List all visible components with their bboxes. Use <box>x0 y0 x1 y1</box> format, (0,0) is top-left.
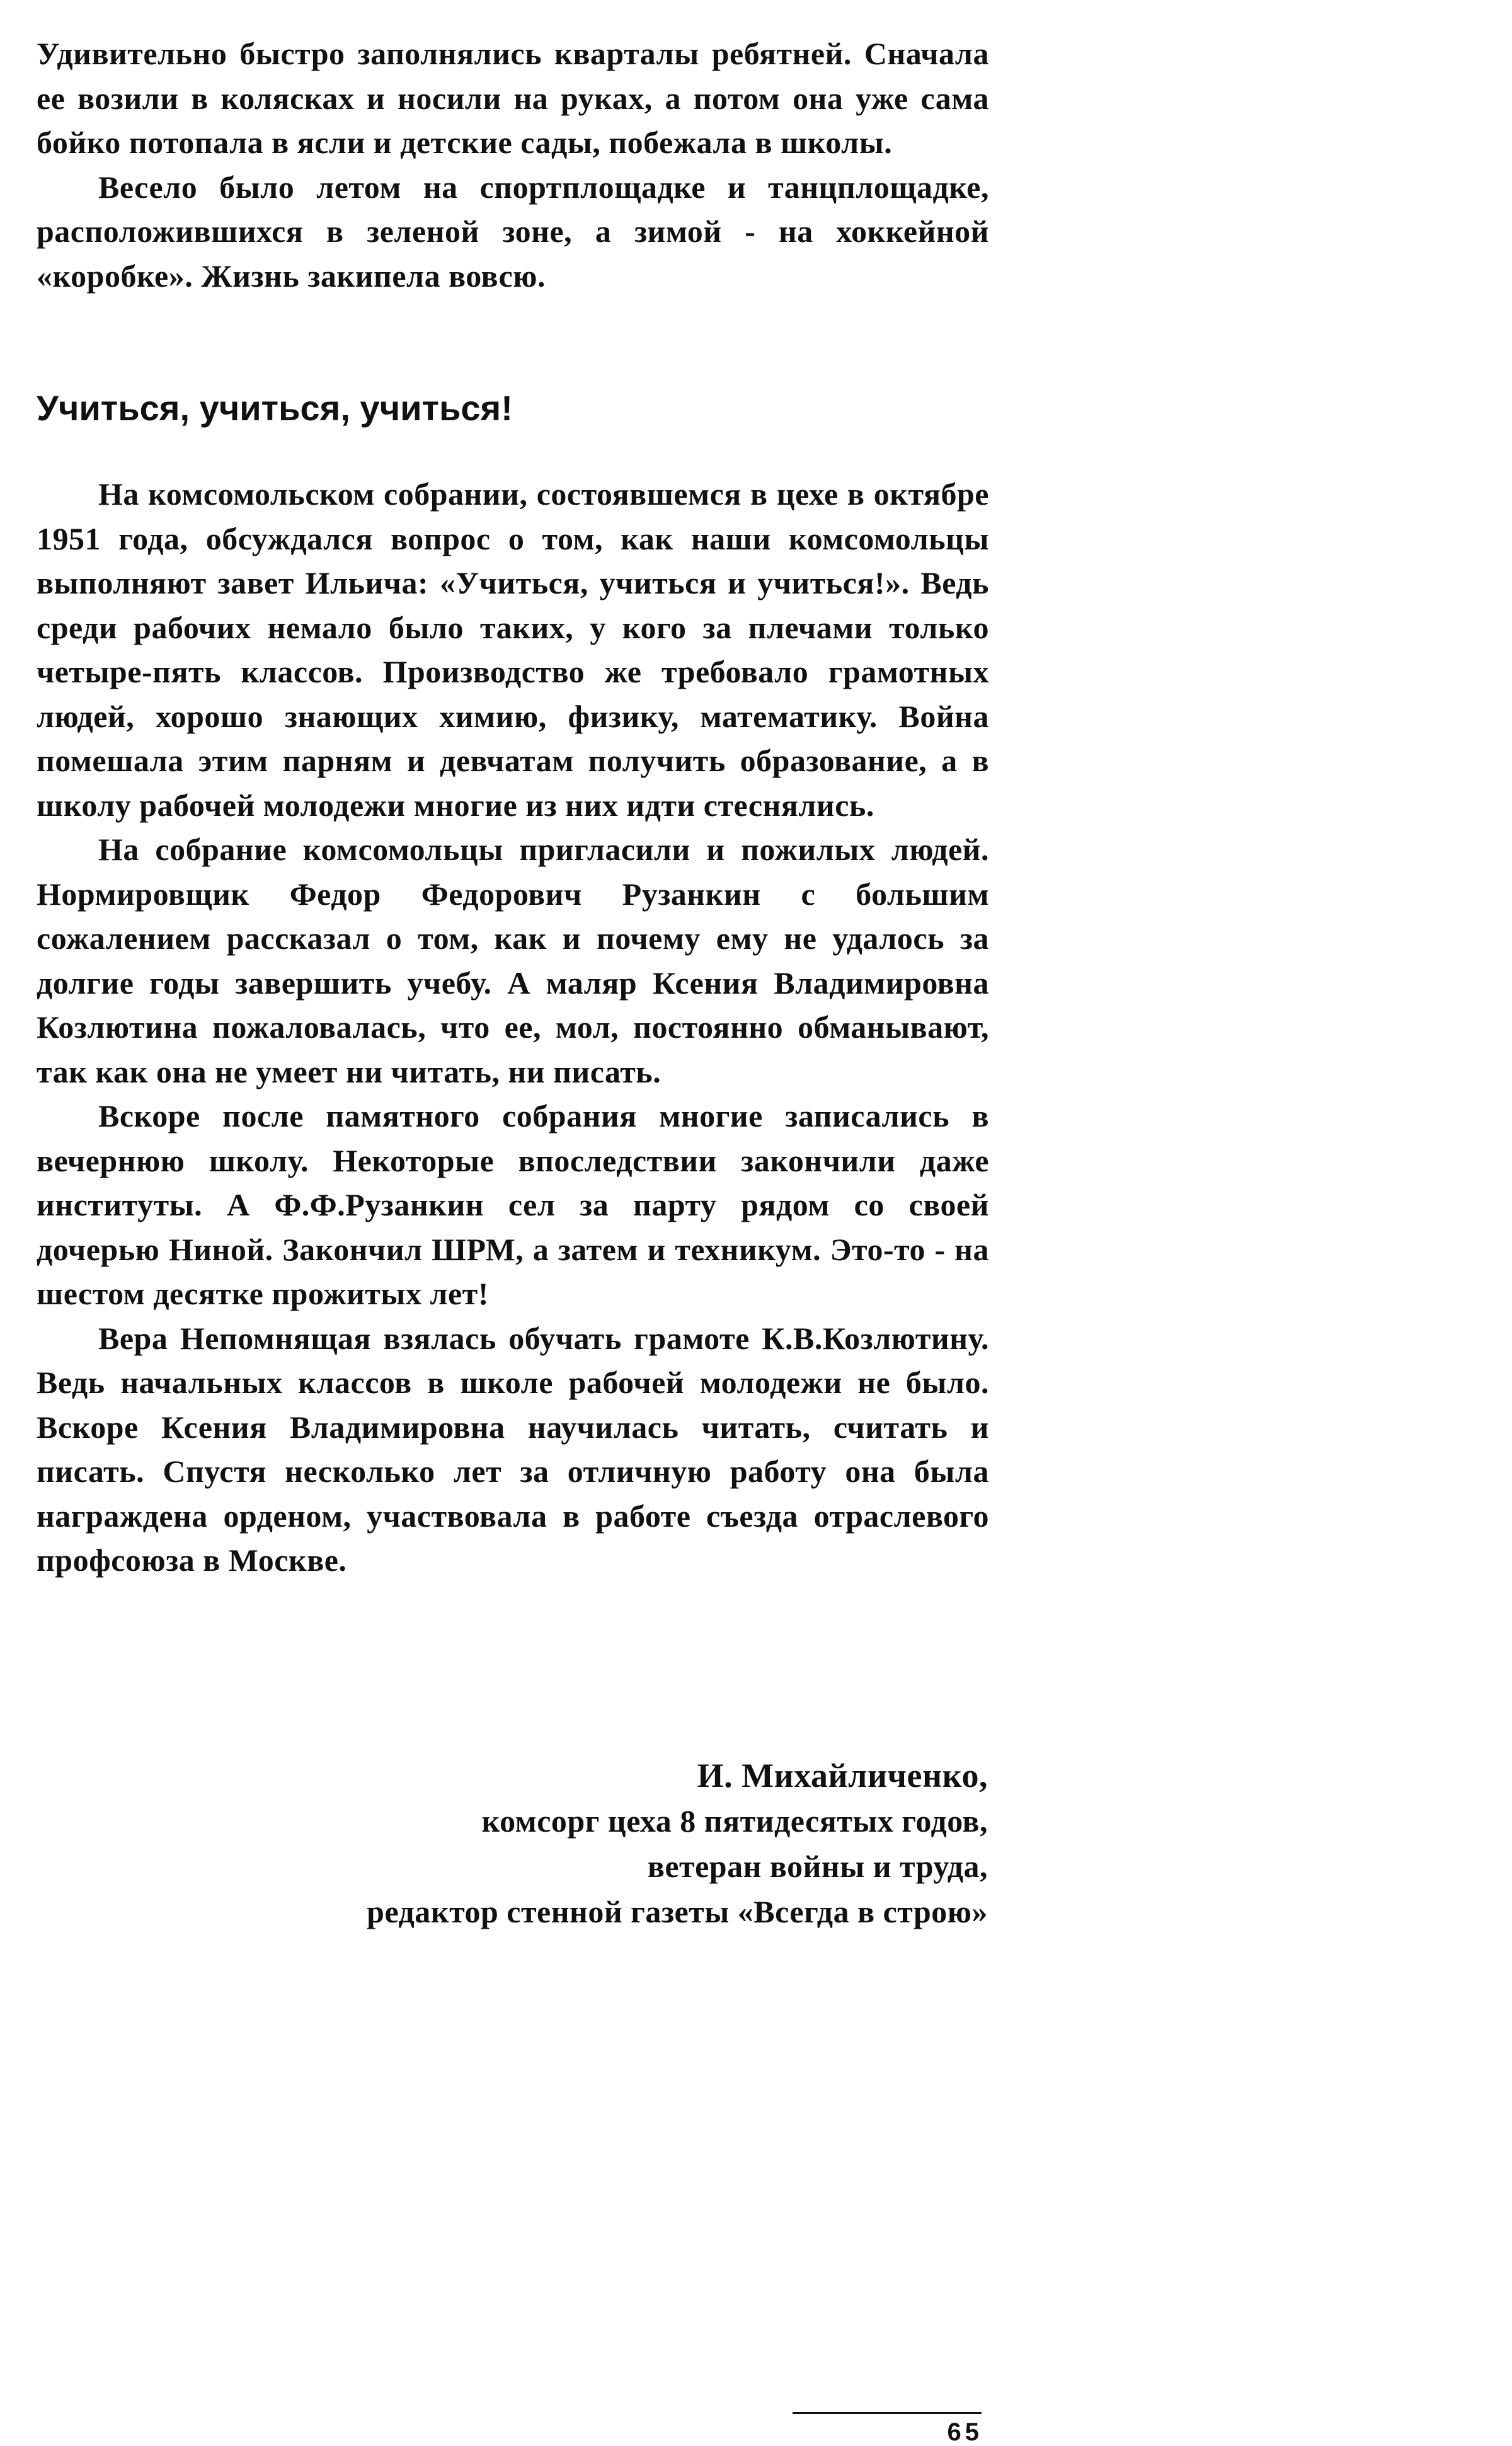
intro-paragraph-2: Весело было летом на спортплощадке и танцплощадке, расположившихся в зеленой зоне, а зимой - на хоккейной «коробке». Жизнь закипела вовсю. <box>37 169 989 294</box>
author-role-line-1: комсорг цеха 8 пятидесятых годов, <box>481 1803 988 1839</box>
section-paragraph-4: Вера Непомнящая взялась обучать грамоте К.В.Козлютину. Ведь начальных классов в школе рабочей молодежи не было. Вскоре Ксения Владимировна научилась читать, считать и писать. Спустя несколько лет за отличную работу она была награждена орденом, участвовала в работе съезда отраслевого профсоюза в Москве. <box>37 1320 989 1578</box>
section-spacer <box>37 298 989 386</box>
author-role-line-2: ветеран войны и труда, <box>647 1849 988 1884</box>
author-role-line-3: редактор стенной газеты «Всегда в строю» <box>367 1894 988 1929</box>
page-number-rule <box>793 2412 982 2414</box>
section-paragraph-3: Вскоре после памятного собрания многие записались в вечернюю школу. Некоторые впоследствии закончили даже институты. А Ф.Ф.Рузанкин сел за парту рядом со своей дочерью Ниной. Закончил ШРМ, а затем и техникум. Это-то - на шестом десятке прожитых лет! <box>37 1098 989 1311</box>
section-paragraph-1: На комсомольском собрании, состоявшемся в цехе в октябре 1951 года, обсуждался вопрос о том, как наши комсомольцы выполняют завет Ильича: «Учиться, учиться и учиться!». Ведь среди рабочих немало было таких, у кого за плечами только четыре-пять классов. Производство же требовало грамотных людей, хорошо знающих химию, физику, математику. Война помешала этим парням и девчатам получить образование, а в школу рабочей молодежи многие из них идти стеснялись. <box>37 476 989 823</box>
author-name: И. Михайличенко, <box>697 1757 988 1794</box>
intro-paragraph-1: Удивительно быстро заполнялись кварталы ребятней. Сначала ее возили в колясках и носили на руках, а потом она уже сама бойко потопала в ясли и детские сады, побежала в школы. <box>37 36 989 160</box>
section-paragraph-2: На собрание комсомольцы пригласили и пожилых людей. Нормировщик Федор Федорович Рузанкин с большим сожалением рассказал о том, как и почему ему не удалось за долгие годы завершить учебу. А маляр Ксения Владимировна Козлютина пожаловалась, что ее, мол, постоянно обманывают, так как она не умеет ни читать, ни писать. <box>37 832 989 1089</box>
text-column <box>37 32 989 1583</box>
section-heading: Учиться, учиться, учиться! <box>37 388 513 428</box>
page-number: 65 <box>947 2418 983 2446</box>
author-signature <box>37 1753 988 1934</box>
